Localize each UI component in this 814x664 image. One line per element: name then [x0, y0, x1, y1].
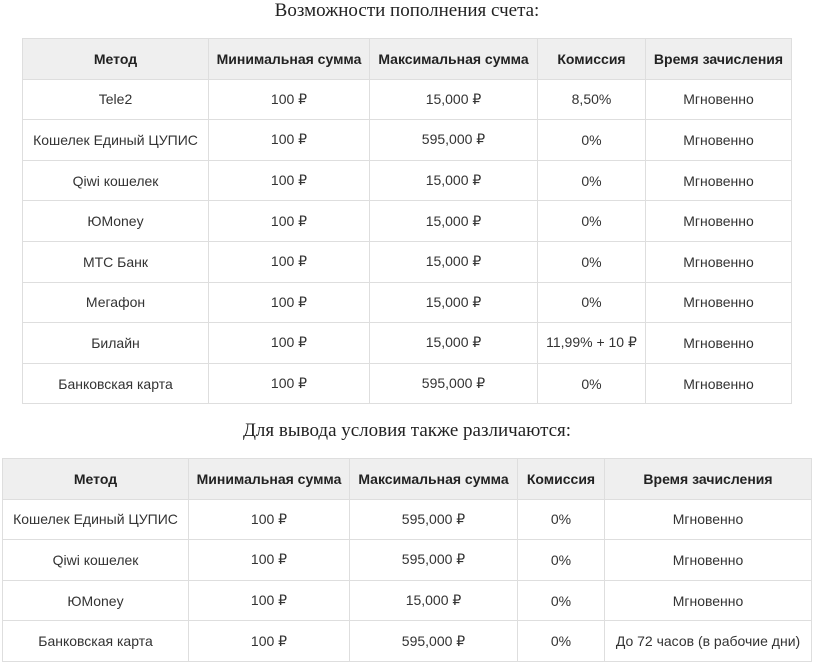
table-row — [23, 79, 792, 120]
cell-method: Кошелек Единый ЦУПИС — [3, 499, 189, 540]
cell-min-amount: 100 ₽ — [189, 499, 350, 540]
cell-max-amount: 595,000 ₽ — [350, 621, 518, 662]
cell-min-amount: 100 ₽ — [189, 540, 350, 581]
header-commission: Комиссия — [518, 459, 605, 500]
cell-commission: 0% — [518, 540, 605, 581]
table-row — [23, 363, 792, 404]
cell-max-amount: 15,000 ₽ — [370, 282, 538, 323]
cell-method: ЮMoney — [3, 580, 189, 621]
cell-commission: 0% — [538, 120, 646, 161]
table-row — [23, 323, 792, 364]
cell-commission: 11,99% + 10 ₽ — [538, 323, 646, 364]
cell-method: ЮMoney — [23, 201, 209, 242]
table-row — [23, 120, 792, 161]
cell-max-amount: 15,000 ₽ — [350, 580, 518, 621]
deposit-title: Возможности пополнения счета: — [274, 0, 540, 21]
header-max-amount: Максимальная сумма — [370, 39, 538, 80]
cell-method: Мегафон — [23, 282, 209, 323]
cell-credit-time: Мгновенно — [646, 201, 792, 242]
withdrawal-title: Для вывода условия также различаются: — [242, 420, 572, 441]
table-row — [23, 201, 792, 242]
cell-method: Tele2 — [23, 79, 209, 120]
table-row — [3, 621, 812, 662]
header-credit-time: Время зачисления — [646, 39, 792, 80]
cell-min-amount: 100 ₽ — [209, 201, 370, 242]
table-row — [3, 540, 812, 581]
cell-method: Билайн — [23, 323, 209, 364]
cell-min-amount: 100 ₽ — [209, 282, 370, 323]
table-header-row — [3, 459, 812, 500]
cell-max-amount: 595,000 ₽ — [370, 120, 538, 161]
cell-min-amount: 100 ₽ — [209, 160, 370, 201]
table-row — [3, 580, 812, 621]
cell-max-amount: 15,000 ₽ — [370, 160, 538, 201]
cell-min-amount: 100 ₽ — [209, 120, 370, 161]
cell-commission: 0% — [518, 621, 605, 662]
table-header-row — [23, 39, 792, 80]
cell-max-amount: 15,000 ₽ — [370, 241, 538, 282]
cell-credit-time: Мгновенно — [646, 323, 792, 364]
table-row — [23, 160, 792, 201]
cell-max-amount: 595,000 ₽ — [350, 499, 518, 540]
cell-method: Банковская карта — [23, 363, 209, 404]
cell-commission: 0% — [538, 160, 646, 201]
cell-commission: 0% — [518, 580, 605, 621]
cell-credit-time: Мгновенно — [646, 160, 792, 201]
header-max-amount: Максимальная сумма — [350, 459, 518, 500]
cell-credit-time: Мгновенно — [646, 120, 792, 161]
header-min-amount: Минимальная сумма — [209, 39, 370, 80]
cell-method: Qiwi кошелек — [3, 540, 189, 581]
cell-min-amount: 100 ₽ — [209, 241, 370, 282]
cell-commission: 0% — [538, 282, 646, 323]
cell-commission: 8,50% — [538, 79, 646, 120]
cell-credit-time: Мгновенно — [605, 499, 812, 540]
header-credit-time: Время зачисления — [605, 459, 812, 500]
header-commission: Комиссия — [538, 39, 646, 80]
cell-max-amount: 15,000 ₽ — [370, 79, 538, 120]
cell-credit-time: Мгновенно — [646, 241, 792, 282]
cell-method: Qiwi кошелек — [23, 160, 209, 201]
cell-method: Банковская карта — [3, 621, 189, 662]
cell-commission: 0% — [538, 241, 646, 282]
cell-method: МТС Банк — [23, 241, 209, 282]
table-row — [23, 282, 792, 323]
cell-credit-time: Мгновенно — [646, 363, 792, 404]
cell-credit-time: Мгновенно — [646, 282, 792, 323]
header-method: Метод — [3, 459, 189, 500]
table-row — [3, 499, 812, 540]
cell-min-amount: 100 ₽ — [209, 79, 370, 120]
header-min-amount: Минимальная сумма — [189, 459, 350, 500]
cell-commission: 0% — [518, 499, 605, 540]
cell-min-amount: 100 ₽ — [209, 323, 370, 364]
cell-credit-time: Мгновенно — [605, 540, 812, 581]
withdrawal-table — [2, 458, 812, 662]
cell-min-amount: 100 ₽ — [189, 621, 350, 662]
header-method: Метод — [23, 39, 209, 80]
cell-method: Кошелек Единый ЦУПИС — [23, 120, 209, 161]
cell-commission: 0% — [538, 363, 646, 404]
deposit-table — [22, 38, 792, 404]
cell-credit-time: До 72 часов (в рабочие дни) — [605, 621, 812, 662]
cell-credit-time: Мгновенно — [605, 580, 812, 621]
cell-max-amount: 595,000 ₽ — [370, 363, 538, 404]
cell-min-amount: 100 ₽ — [209, 363, 370, 404]
cell-max-amount: 595,000 ₽ — [350, 540, 518, 581]
cell-min-amount: 100 ₽ — [189, 580, 350, 621]
cell-max-amount: 15,000 ₽ — [370, 201, 538, 242]
cell-max-amount: 15,000 ₽ — [370, 323, 538, 364]
table-row — [23, 241, 792, 282]
cell-commission: 0% — [538, 201, 646, 242]
cell-credit-time: Мгновенно — [646, 79, 792, 120]
